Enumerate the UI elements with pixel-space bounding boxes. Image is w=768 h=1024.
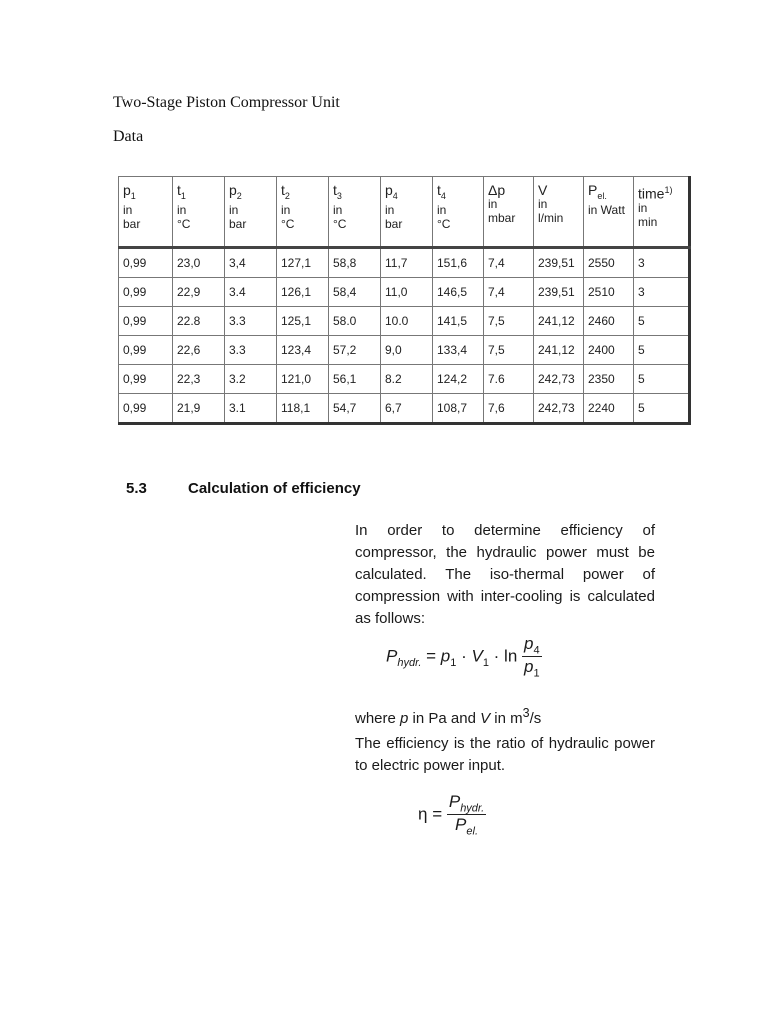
units-note xyxy=(355,702,655,730)
table-cell: 2350 xyxy=(584,365,634,394)
column-header xyxy=(119,177,173,248)
table-cell: 127,1 xyxy=(277,248,329,278)
column-subscript: 4 xyxy=(392,190,398,201)
table-cell: 126,1 xyxy=(277,278,329,307)
formula-symbol: P xyxy=(386,646,398,666)
table-cell: 8.2 xyxy=(381,365,433,394)
table-cell: 118,1 xyxy=(277,394,329,424)
table-cell: 5 xyxy=(634,394,690,424)
formula-symbol: P xyxy=(448,792,461,811)
column-unit-line: in xyxy=(638,200,648,215)
table-cell: 0,99 xyxy=(119,307,173,336)
formula-subscript: 1 xyxy=(533,667,540,680)
column-symbol xyxy=(177,183,224,203)
column-header xyxy=(634,177,690,248)
column-header xyxy=(433,177,484,248)
column-symbol xyxy=(333,183,380,203)
formula-symbol: p xyxy=(524,634,534,653)
column-unit-line: min xyxy=(638,214,658,229)
column-subscript: 3 xyxy=(336,190,342,201)
table-cell: 22,6 xyxy=(173,336,225,365)
formula-symbol: η xyxy=(418,804,428,824)
formula-operator: · xyxy=(456,646,472,666)
table-cell: 11,0 xyxy=(381,278,433,307)
table-row xyxy=(119,365,690,394)
note-symbol: p xyxy=(400,710,409,727)
table-cell: 2510 xyxy=(584,278,634,307)
table-cell: 242,73 xyxy=(534,365,584,394)
column-subscript: 2 xyxy=(236,190,242,201)
table-cell: 58.0 xyxy=(329,307,381,336)
table-cell: 3.2 xyxy=(225,365,277,394)
measurement-table xyxy=(118,176,691,425)
table-cell: 56,1 xyxy=(329,365,381,394)
column-symbol xyxy=(385,183,432,203)
table-cell: 0,99 xyxy=(119,248,173,278)
table-cell: 125,1 xyxy=(277,307,329,336)
formula-subscript: 1 xyxy=(450,656,457,669)
table-cell: 241,12 xyxy=(534,336,584,365)
column-symbol xyxy=(229,183,276,203)
table-cell: 124,2 xyxy=(433,365,484,394)
table-cell: 241,12 xyxy=(534,307,584,336)
column-unit-line: in xyxy=(281,202,291,217)
table-cell: 22,3 xyxy=(173,365,225,394)
note-text: in m xyxy=(490,710,523,727)
column-subscript: 2 xyxy=(284,190,290,201)
table-cell: 10.0 xyxy=(381,307,433,336)
column-symbol-text: t xyxy=(333,182,337,198)
table-row xyxy=(119,394,690,424)
column-symbol-text: p xyxy=(229,182,237,198)
table-cell: 141,5 xyxy=(433,307,484,336)
table-cell: 5 xyxy=(634,365,690,394)
column-symbol xyxy=(281,183,328,203)
fraction-denominator xyxy=(522,657,542,679)
column-symbol xyxy=(538,183,583,197)
column-unit-line: in xyxy=(177,202,187,217)
note-text: where xyxy=(355,710,401,727)
table-cell: 23,0 xyxy=(173,248,225,278)
note-symbol: V xyxy=(480,710,491,727)
table-cell: 239,51 xyxy=(534,248,584,278)
table-row xyxy=(119,278,690,307)
column-unit-line: mbar xyxy=(488,211,516,225)
formula-symbol: p xyxy=(524,657,534,677)
column-unit-line: bar xyxy=(385,216,403,231)
column-symbol-text: t xyxy=(177,182,181,198)
column-symbol xyxy=(588,183,633,203)
formula-subscript: hydr. xyxy=(460,802,485,815)
column-header xyxy=(173,177,225,248)
table-cell: 2400 xyxy=(584,336,634,365)
table-cell: 108,7 xyxy=(433,394,484,424)
table-cell: 3.3 xyxy=(225,336,277,365)
table-cell: 3.4 xyxy=(225,278,277,307)
table-cell: 7.6 xyxy=(484,365,534,394)
table-cell: 242,73 xyxy=(534,394,584,424)
column-symbol xyxy=(638,183,688,201)
table-cell: 3.1 xyxy=(225,394,277,424)
column-footnote-marker: 1) xyxy=(664,185,673,195)
table-cell: 3,4 xyxy=(225,248,277,278)
column-subscript: el. xyxy=(597,190,607,201)
table-row xyxy=(119,307,690,336)
table-cell: 7,4 xyxy=(484,248,534,278)
table-cell: 54,7 xyxy=(329,394,381,424)
table-cell: 7,5 xyxy=(484,336,534,365)
table-header-row xyxy=(119,177,690,248)
column-unit-line: in xyxy=(229,202,239,217)
column-unit-line: in Watt xyxy=(588,202,625,217)
table-cell: 7,6 xyxy=(484,394,534,424)
table-cell: 151,6 xyxy=(433,248,484,278)
formula-subscript: 1 xyxy=(482,656,489,669)
table-cell: 0,99 xyxy=(119,336,173,365)
formula-fraction xyxy=(447,792,486,838)
note-exponent: 3 xyxy=(522,706,530,720)
formula-operator: · xyxy=(488,646,505,666)
column-symbol-text: P xyxy=(588,182,598,198)
table-cell: 0,99 xyxy=(119,365,173,394)
note-text: in Pa and xyxy=(408,710,481,727)
column-subscript: 4 xyxy=(440,190,446,201)
column-header xyxy=(329,177,381,248)
column-symbol xyxy=(488,183,533,197)
formula-symbol: p xyxy=(440,646,451,666)
column-unit-line: in xyxy=(538,197,548,211)
table-cell: 133,4 xyxy=(433,336,484,365)
column-symbol-text: Δp xyxy=(488,182,506,198)
column-unit-line: °C xyxy=(437,216,451,231)
column-symbol xyxy=(123,183,172,203)
formula-fraction xyxy=(522,634,542,680)
table-cell: 57,2 xyxy=(329,336,381,365)
document-title: Two-Stage Piston Compressor Unit xyxy=(113,94,340,111)
table-cell: 7,4 xyxy=(484,278,534,307)
column-header xyxy=(534,177,584,248)
efficiency-paragraph: The efficiency is the ratio of hydraulic power to electric power input. xyxy=(355,735,655,774)
formula-operator: = xyxy=(427,804,447,824)
fraction-denominator xyxy=(447,815,486,837)
column-unit-line: l/min xyxy=(538,211,564,225)
table-cell: 58,8 xyxy=(329,248,381,278)
table-cell: 0,99 xyxy=(119,394,173,424)
column-header xyxy=(277,177,329,248)
table-cell: 22.8 xyxy=(173,307,225,336)
column-unit-line: in xyxy=(333,202,343,217)
column-unit-line: °C xyxy=(281,216,295,231)
intro-paragraph: In order to determine efficiency of compressor, the hydraulic power must be calculated. The iso-thermal power of compression with inter-cooling is calculated as follows: xyxy=(355,522,655,627)
table-cell: 5 xyxy=(634,307,690,336)
fraction-numerator xyxy=(447,792,486,815)
table-cell: 5 xyxy=(634,336,690,365)
table-row xyxy=(119,248,690,278)
section-title: Calculation of efficiency xyxy=(188,480,361,497)
column-unit-line: °C xyxy=(333,216,347,231)
column-symbol-text: V xyxy=(538,182,548,198)
column-symbol xyxy=(437,183,483,203)
column-symbol-text: t xyxy=(437,182,441,198)
formula-function: ln xyxy=(504,646,518,666)
table-cell: 3 xyxy=(634,248,690,278)
table-cell: 239,51 xyxy=(534,278,584,307)
table-cell: 6,7 xyxy=(381,394,433,424)
column-unit-line: in xyxy=(488,197,498,211)
column-header xyxy=(381,177,433,248)
section-number: 5.3 xyxy=(126,480,147,497)
table-cell: 9,0 xyxy=(381,336,433,365)
table-body xyxy=(119,248,690,424)
column-subscript: 1 xyxy=(130,190,136,201)
table-cell: 0,99 xyxy=(119,278,173,307)
table-cell: 11,7 xyxy=(381,248,433,278)
column-unit-line: °C xyxy=(177,216,191,231)
formula-subscript: hydr. xyxy=(397,656,422,669)
table-cell: 3 xyxy=(634,278,690,307)
document-subtitle: Data xyxy=(113,128,144,145)
note-text: /s xyxy=(529,710,542,727)
column-unit-line: in xyxy=(385,202,395,217)
table-cell: 21,9 xyxy=(173,394,225,424)
table-cell: 2460 xyxy=(584,307,634,336)
formula-subscript: 4 xyxy=(533,644,540,657)
fraction-numerator xyxy=(522,634,542,657)
column-header xyxy=(225,177,277,248)
column-unit-line: bar xyxy=(123,216,141,231)
table-row xyxy=(119,336,690,365)
table-cell: 7,5 xyxy=(484,307,534,336)
efficiency-formula xyxy=(418,792,486,838)
table-cell: 22,9 xyxy=(173,278,225,307)
column-symbol-text: time xyxy=(638,185,665,202)
table-cell: 146,5 xyxy=(433,278,484,307)
column-unit-line: in xyxy=(123,202,133,217)
formula-symbol: V xyxy=(471,646,483,666)
table-cell: 123,4 xyxy=(277,336,329,365)
column-unit-line: in xyxy=(437,202,447,217)
table-cell: 121,0 xyxy=(277,365,329,394)
formula-subscript: el. xyxy=(466,825,479,838)
column-symbol-text: p xyxy=(385,182,393,198)
column-subscript: 1 xyxy=(180,190,186,201)
column-unit-line: bar xyxy=(229,216,247,231)
table-cell: 3.3 xyxy=(225,307,277,336)
hydraulic-power-formula xyxy=(386,634,542,680)
formula-operator: = xyxy=(421,646,441,666)
table-cell: 2240 xyxy=(584,394,634,424)
column-symbol-text: p xyxy=(123,182,131,198)
column-symbol-text: t xyxy=(281,182,285,198)
table-cell: 58,4 xyxy=(329,278,381,307)
formula-symbol: P xyxy=(455,815,467,835)
table-cell: 2550 xyxy=(584,248,634,278)
column-header xyxy=(484,177,534,248)
column-header xyxy=(584,177,634,248)
